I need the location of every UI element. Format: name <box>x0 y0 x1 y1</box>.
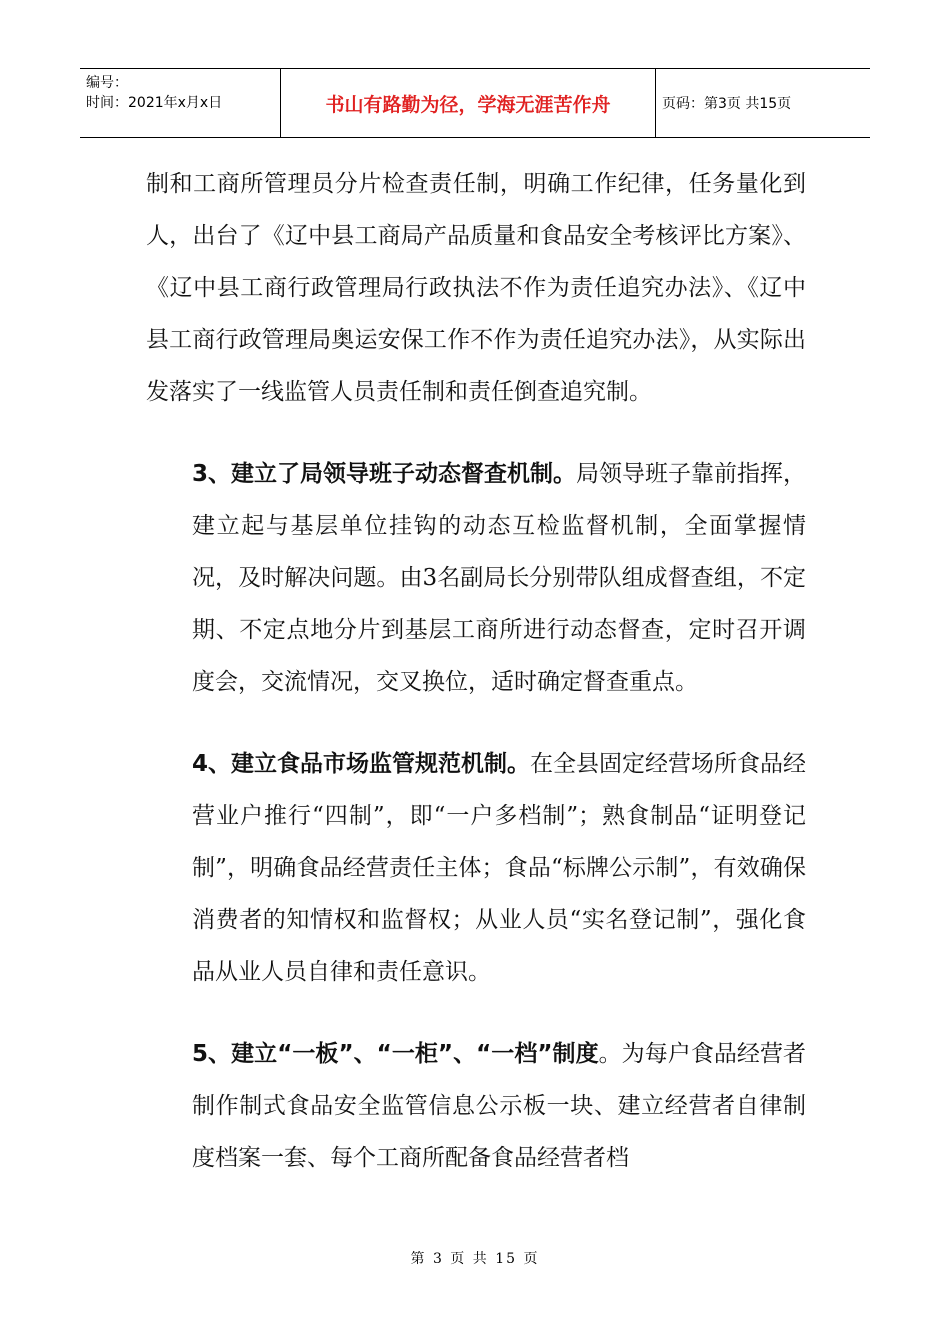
paragraph-2-heading: 3、建立了局领导班子动态督查机制。 <box>192 461 577 487</box>
page-header <box>80 68 870 138</box>
header-left-cell <box>80 69 280 137</box>
document-number-label: 编号： <box>86 75 128 91</box>
paragraph-3 <box>146 738 806 998</box>
paragraph-3-text: 在全县固定经营场所食品经营业户推行“四制”，即“一户多档制”；熟食制品“证明登记制”，明确食品经营责任主体；食品“标牌公示制”，有效确保消费者的知情权和监督权；从业人员“实名登记制”，强化食品从业人员自律和责任意识。 <box>192 751 807 985</box>
paragraph-2-text: 局领导班子靠前指挥，建立起与基层单位挂钩的动态互检监督机制，全面掌握情况，及时解决问题。由3名副局长分别带队组成督查组，不定期、不定点地分片到基层工商所进行动态督查，定时召开调度会，交流情况，交叉换位，适时确定督查重点。 <box>192 461 807 695</box>
header-motto: 书山有路勤为径，学海无涯苦作舟 <box>280 69 656 137</box>
paragraph-4 <box>146 1028 806 1184</box>
page-footer: 第 3 页 共 15 页 <box>410 1251 540 1267</box>
paragraph-1: 制和工商所管理员分片检查责任制，明确工作纪律，任务量化到人，出台了《辽中县工商局产品质量和食品安全考核评比方案》、《辽中县工商行政管理局行政执法不作为责任追究办法》、《辽中县工商行政管理局奥运安保工作不作为责任追究办法》，从实际出发落实了一线监管人员责任制和责任倒查追究制。 <box>146 171 806 405</box>
document-time-label: 时间：2021年x月x日 <box>86 95 223 111</box>
paragraph-3-heading: 4、建立食品市场监管规范机制。 <box>192 751 531 777</box>
document-body <box>146 158 806 1184</box>
header-page-info: 页码：第3页 共15页 <box>662 96 792 112</box>
paragraph-4-text: 。为每户食品经营者制作制式食品安全监管信息公示板一块、建立经营者自律制度档案一套、每个工商所配备食品经营者档 <box>192 1041 807 1171</box>
paragraph-2 <box>146 448 806 708</box>
paragraph-4-heading: 5、建立“一板”、“一柜”、“一档”制度 <box>192 1041 599 1067</box>
